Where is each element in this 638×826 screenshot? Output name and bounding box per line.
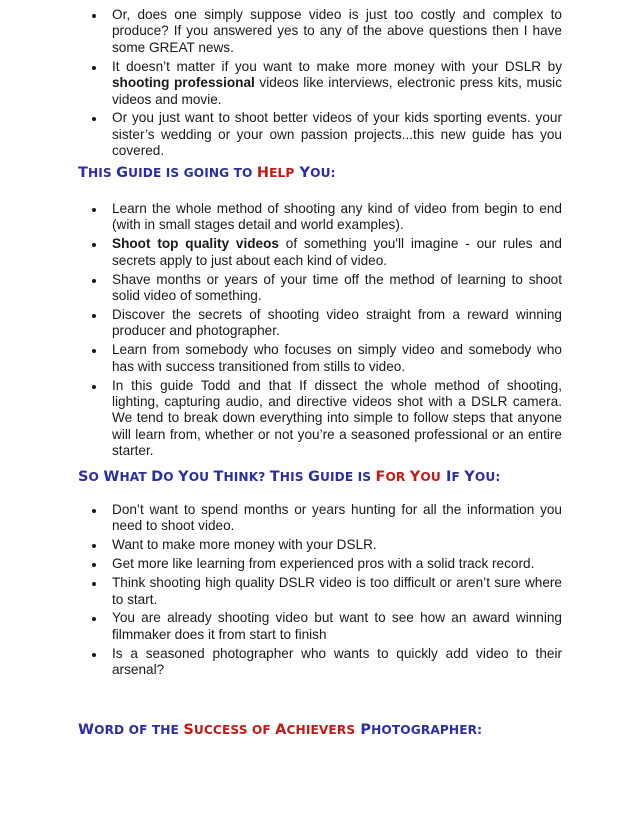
list-item: Or, does one simply suppose video is just too costly and complex to produce? If you answered yes to any of the above questions then I have some GREAT news.: [112, 7, 562, 56]
bullet-icon: [92, 544, 96, 548]
list-item: Want to make more money with your DSLR.: [112, 537, 562, 553]
bullet-icon: [92, 208, 96, 212]
bullet-icon: [92, 582, 96, 586]
bullet-icon: [92, 653, 96, 657]
list-item: Shoot top quality videos of something you'll imagine - our rules and secrets apply to just about each kind of video.: [112, 236, 562, 269]
bullet-icon: [92, 385, 96, 389]
bullet-icon: [92, 66, 96, 70]
list-item: You are already shooting video but want to see how an award winning filmmaker does it from start to finish: [112, 610, 562, 643]
bullet-icon: [92, 509, 96, 513]
bullet-icon: [92, 279, 96, 283]
section-heading-for-you: SO WHAT DO YOU THINK? THIS GUIDE IS FOR YOU IF YOU:: [78, 469, 501, 485]
bullet-icon: [92, 349, 96, 353]
heading-accent: HELP: [256, 165, 295, 181]
bullet-icon: [92, 14, 96, 18]
intro-bullet-list: [112, 7, 562, 162]
heading-accent: SUCCESS OF ACHIEVERS: [183, 722, 356, 738]
section-heading-help: THIS GUIDE IS GOING TO HELP YOU:: [78, 165, 336, 181]
list-item: Don’t want to spend months or years hunting for all the information you need to shoot video.: [112, 502, 562, 535]
list-item: Or you just want to shoot better videos of your kids sporting events. your sister’s wedding or your own passion projects...this new guide has you covered.: [112, 110, 562, 159]
list-item: It doesn’t matter if you want to make more money with your DSLR by shooting professional videos like interviews, electronic press kits, music videos and movie.: [112, 59, 562, 108]
audience-bullet-list: [112, 502, 562, 681]
list-item: In this guide Todd and that If dissect the whole method of shooting, lighting, capturing audio, and directive videos shot with a DSLR camera. We tend to break down everything into simple to follow steps that anyone will learn from, whether or not you’re a seasoned professional or an entire starter.: [112, 378, 562, 460]
section-heading-word-of-success: WORD OF THE SUCCESS OF ACHIEVERS PHOTOGRAPHER:: [78, 722, 483, 738]
bullet-icon: [92, 243, 96, 247]
list-item: Learn from somebody who focuses on simply video and somebody who has with success transitioned from stills to video.: [112, 342, 562, 375]
heading-accent: FOR YOU: [375, 469, 441, 485]
list-item: Is a seasoned photographer who wants to quickly add video to their arsenal?: [112, 646, 562, 679]
list-item: Discover the secrets of shooting video straight from a reward winning producer and photographer.: [112, 307, 562, 340]
benefits-bullet-list: [112, 201, 562, 462]
bold-text: shooting professional: [112, 75, 255, 91]
list-item: Learn the whole method of shooting any kind of video from begin to end (with in small stages detail and world examples).: [112, 201, 562, 234]
bullet-icon: [92, 617, 96, 621]
bold-text: Shoot top quality videos: [112, 236, 279, 252]
list-item: Shave months or years of your time off the method of learning to shoot solid video of something.: [112, 272, 562, 305]
bullet-icon: [92, 117, 96, 121]
list-item: Think shooting high quality DSLR video is too difficult or aren’t sure where to start.: [112, 575, 562, 608]
bullet-icon: [92, 314, 96, 318]
list-item: Get more like learning from experienced pros with a solid track record.: [112, 556, 562, 572]
bullet-icon: [92, 563, 96, 567]
